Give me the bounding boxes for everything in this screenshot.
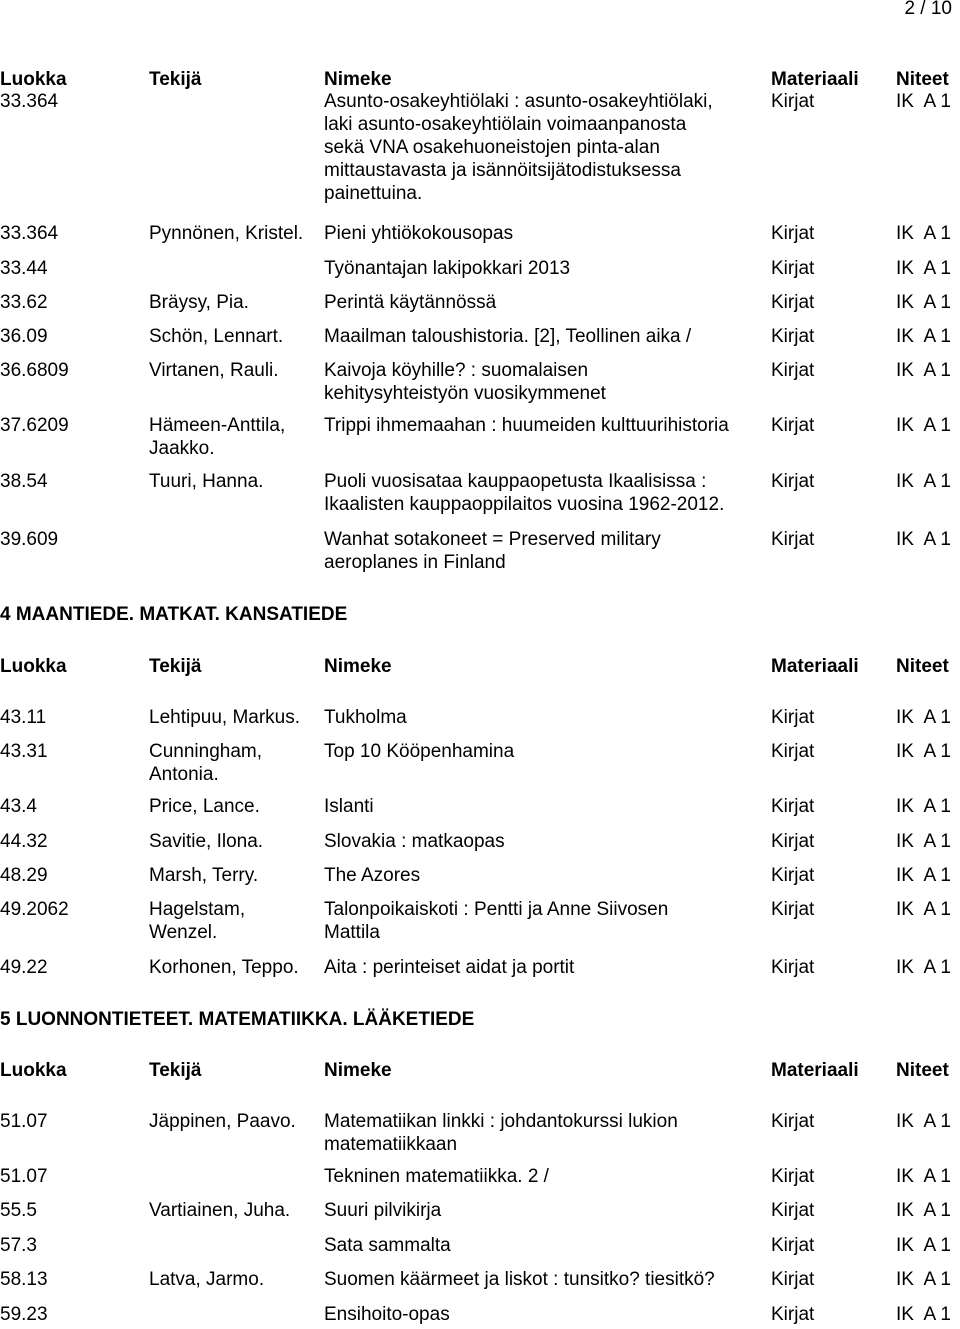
tekija-cell — [149, 864, 258, 887]
nimeke-cell — [324, 414, 729, 437]
materiaali-cell: Kirjat — [771, 1304, 815, 1325]
nimeke-cell — [324, 740, 514, 763]
header-materiaali: Materiaali — [771, 1060, 859, 1081]
nimeke-cell — [324, 956, 574, 979]
nimeke-line: laki asunto-osakeyhtiölain voimaanpanosta — [324, 114, 687, 135]
nimeke-line: Trippi ihmemaahan : huumeiden kulttuurihistoria — [324, 415, 729, 436]
luokka-cell: 33.364 — [0, 91, 59, 112]
nimeke-cell — [324, 1199, 441, 1222]
tekija-line: Bräysy, Pia. — [149, 292, 249, 313]
header-tekija: Tekijä — [149, 656, 202, 677]
tekija-line: Vartiainen, Juha. — [149, 1200, 291, 1221]
nimeke-cell — [324, 795, 374, 818]
tekija-line: Cunningham, — [149, 741, 263, 762]
nimeke-line: aeroplanes in Finland — [324, 552, 506, 573]
niteet-cell: IK A 1 — [896, 796, 951, 817]
luokka-cell: 37.6209 — [0, 415, 69, 436]
luokka-cell: 33.364 — [0, 223, 59, 244]
niteet-cell: IK A 1 — [896, 1200, 951, 1221]
nimeke-line: Slovakia : matkaopas — [324, 831, 505, 852]
niteet-cell: IK A 1 — [896, 1235, 951, 1256]
materiaali-cell: Kirjat — [771, 1200, 815, 1221]
niteet-cell: IK A 1 — [896, 471, 951, 492]
nimeke-line: Top 10 Kööpenhamina — [324, 741, 515, 762]
materiaali-cell: Kirjat — [771, 831, 815, 852]
materiaali-cell: Kirjat — [771, 360, 815, 381]
materiaali-cell: Kirjat — [771, 415, 815, 436]
nimeke-line: Talonpoikaiskoti : Pentti ja Anne Siivosen — [324, 899, 669, 920]
nimeke-line: Suuri pilvikirja — [324, 1200, 442, 1221]
luokka-cell: 55.5 — [0, 1200, 37, 1221]
section-title: 5 LUONNONTIETEET. MATEMATIIKKA. LÄÄKETIEDE — [0, 1009, 475, 1030]
materiaali-cell: Kirjat — [771, 91, 815, 112]
luokka-cell: 33.62 — [0, 292, 48, 313]
materiaali-cell: Kirjat — [771, 796, 815, 817]
niteet-cell: IK A 1 — [896, 899, 951, 920]
nimeke-line: sekä VNA osakehuoneistojen pinta-alan — [324, 137, 660, 158]
tekija-cell — [149, 222, 303, 245]
luokka-cell: 58.13 — [0, 1269, 48, 1290]
nimeke-line: Maailman taloushistoria. [2], Teollinen aika / — [324, 326, 692, 347]
luokka-cell: 43.31 — [0, 741, 48, 762]
nimeke-line: Sata sammalta — [324, 1235, 451, 1256]
tekija-cell — [149, 830, 263, 853]
page-number: 2 / 10 — [904, 0, 952, 19]
niteet-cell: IK A 1 — [896, 1269, 951, 1290]
niteet-cell: IK A 1 — [896, 741, 951, 762]
luokka-cell: 36.6809 — [0, 360, 69, 381]
tekija-cell — [149, 706, 300, 729]
nimeke-line: mittaustavasta ja isännöitsijätodistuksessa — [324, 160, 681, 181]
tekija-line: Virtanen, Rauli. — [149, 360, 279, 381]
materiaali-cell: Kirjat — [771, 957, 815, 978]
nimeke-line: Wanhat sotakoneet = Preserved military — [324, 529, 661, 550]
header-niteet: Niteet — [896, 1060, 949, 1081]
tekija-line: Schön, Lennart. — [149, 326, 284, 347]
tekija-cell — [149, 359, 279, 382]
nimeke-line: painettuina. — [324, 183, 423, 204]
niteet-cell: IK A 1 — [896, 865, 951, 886]
tekija-line: Jäppinen, Paavo. — [149, 1111, 296, 1132]
materiaali-cell: Kirjat — [771, 258, 815, 279]
tekija-line: Latva, Jarmo. — [149, 1269, 265, 1290]
niteet-cell: IK A 1 — [896, 223, 951, 244]
nimeke-line: Ensihoito-opas — [324, 1304, 450, 1325]
luokka-cell: 49.22 — [0, 957, 48, 978]
nimeke-cell — [324, 1165, 549, 1188]
tekija-cell — [149, 740, 262, 786]
luokka-cell: 33.44 — [0, 258, 48, 279]
materiaali-cell: Kirjat — [771, 223, 815, 244]
header-materiaali: Materiaali — [771, 656, 859, 677]
niteet-cell: IK A 1 — [896, 1166, 951, 1187]
nimeke-cell — [324, 1268, 715, 1291]
nimeke-cell — [324, 257, 570, 280]
tekija-cell — [149, 1110, 296, 1133]
nimeke-cell — [324, 864, 420, 887]
niteet-cell: IK A 1 — [896, 91, 951, 112]
nimeke-cell — [324, 325, 691, 348]
materiaali-cell: Kirjat — [771, 1111, 815, 1132]
materiaali-cell: Kirjat — [771, 326, 815, 347]
header-luokka: Luokka — [0, 656, 67, 677]
niteet-cell: IK A 1 — [896, 1304, 951, 1325]
niteet-cell: IK A 1 — [896, 326, 951, 347]
nimeke-cell — [324, 706, 407, 729]
niteet-cell: IK A 1 — [896, 707, 951, 728]
niteet-cell: IK A 1 — [896, 1111, 951, 1132]
header-nimeke: Nimeke — [324, 69, 392, 90]
niteet-cell: IK A 1 — [896, 415, 951, 436]
niteet-cell: IK A 1 — [896, 831, 951, 852]
nimeke-line: Matematiikan linkki : johdantokurssi lukion — [324, 1111, 678, 1132]
luokka-cell: 44.32 — [0, 831, 48, 852]
nimeke-cell — [324, 898, 668, 944]
tekija-cell — [149, 291, 249, 314]
niteet-cell: IK A 1 — [896, 957, 951, 978]
materiaali-cell: Kirjat — [771, 471, 815, 492]
tekija-cell — [149, 1268, 264, 1291]
header-tekija: Tekijä — [149, 69, 202, 90]
tekija-line: Wenzel. — [149, 922, 218, 943]
nimeke-line: Ikaalisten kauppaoppilaitos vuosina 1962-2012. — [324, 494, 725, 515]
nimeke-line: Tukholma — [324, 707, 407, 728]
nimeke-cell — [324, 359, 606, 405]
header-nimeke: Nimeke — [324, 1060, 392, 1081]
nimeke-line: matematiikkaan — [324, 1134, 458, 1155]
header-luokka: Luokka — [0, 1060, 67, 1081]
nimeke-line: Suomen käärmeet ja liskot : tunsitko? tiesitkö? — [324, 1269, 715, 1290]
luokka-cell: 51.07 — [0, 1111, 48, 1132]
tekija-cell — [149, 325, 283, 348]
header-niteet: Niteet — [896, 69, 949, 90]
tekija-cell — [149, 414, 285, 460]
tekija-cell — [149, 956, 299, 979]
nimeke-line: Työnantajan lakipokkari 2013 — [324, 258, 571, 279]
tekija-line: Hagelstam, — [149, 899, 246, 920]
header-nimeke: Nimeke — [324, 656, 392, 677]
materiaali-cell: Kirjat — [771, 292, 815, 313]
materiaali-cell: Kirjat — [771, 1235, 815, 1256]
nimeke-line: kehitysyhteistyön vuosikymmenet — [324, 383, 606, 404]
nimeke-line: Asunto-osakeyhtiölaki : asunto-osakeyhtiölaki, — [324, 91, 713, 112]
luokka-cell: 39.609 — [0, 529, 59, 550]
luokka-cell: 38.54 — [0, 471, 48, 492]
nimeke-line: Puoli vuosisataa kauppaopetusta Ikaalisissa : — [324, 471, 707, 492]
materiaali-cell: Kirjat — [771, 529, 815, 550]
tekija-line: Hämeen-Anttila, — [149, 415, 286, 436]
tekija-cell — [149, 795, 260, 818]
nimeke-line: The Azores — [324, 865, 421, 886]
header-luokka: Luokka — [0, 69, 67, 90]
niteet-cell: IK A 1 — [896, 360, 951, 381]
nimeke-cell — [324, 528, 661, 574]
materiaali-cell: Kirjat — [771, 741, 815, 762]
tekija-line: Korhonen, Teppo. — [149, 957, 299, 978]
tekija-line: Tuuri, Hanna. — [149, 471, 264, 492]
materiaali-cell: Kirjat — [771, 865, 815, 886]
nimeke-line: Tekninen matematiikka. 2 / — [324, 1166, 549, 1187]
tekija-line: Lehtipuu, Markus. — [149, 707, 301, 728]
tekija-cell — [149, 1199, 290, 1222]
nimeke-cell — [324, 90, 713, 205]
luokka-cell: 48.29 — [0, 865, 48, 886]
materiaali-cell: Kirjat — [771, 707, 815, 728]
tekija-line: Savitie, Ilona. — [149, 831, 264, 852]
nimeke-cell — [324, 1303, 450, 1326]
tekija-line: Price, Lance. — [149, 796, 260, 817]
luokka-cell: 49.2062 — [0, 899, 69, 920]
materiaali-cell: Kirjat — [771, 899, 815, 920]
tekija-cell — [149, 470, 263, 493]
tekija-line: Pynnönen, Kristel. — [149, 223, 304, 244]
luokka-cell: 43.4 — [0, 796, 37, 817]
nimeke-cell — [324, 291, 496, 314]
niteet-cell: IK A 1 — [896, 258, 951, 279]
header-materiaali: Materiaali — [771, 69, 859, 90]
nimeke-cell — [324, 470, 724, 516]
nimeke-cell — [324, 222, 513, 245]
header-tekija: Tekijä — [149, 1060, 202, 1081]
luokka-cell: 57.3 — [0, 1235, 37, 1256]
nimeke-line: Pieni yhtiökokousopas — [324, 223, 514, 244]
header-niteet: Niteet — [896, 656, 949, 677]
nimeke-cell — [324, 830, 505, 853]
luokka-cell: 36.09 — [0, 326, 48, 347]
luokka-cell: 43.11 — [0, 707, 47, 728]
nimeke-cell — [324, 1234, 451, 1257]
nimeke-line: Aita : perinteiset aidat ja portit — [324, 957, 575, 978]
section-title: 4 MAANTIEDE. MATKAT. KANSATIEDE — [0, 604, 348, 625]
luokka-cell: 51.07 — [0, 1166, 48, 1187]
nimeke-line: Kaivoja köyhille? : suomalaisen — [324, 360, 589, 381]
nimeke-line: Islanti — [324, 796, 374, 817]
tekija-line: Jaakko. — [149, 438, 215, 459]
tekija-line: Antonia. — [149, 764, 219, 785]
nimeke-cell — [324, 1110, 678, 1156]
luokka-cell: 59.23 — [0, 1304, 48, 1325]
tekija-line: Marsh, Terry. — [149, 865, 259, 886]
niteet-cell: IK A 1 — [896, 292, 951, 313]
tekija-cell — [149, 898, 245, 944]
nimeke-line: Mattila — [324, 922, 380, 943]
materiaali-cell: Kirjat — [771, 1166, 815, 1187]
niteet-cell: IK A 1 — [896, 529, 951, 550]
nimeke-line: Perintä käytännössä — [324, 292, 497, 313]
materiaali-cell: Kirjat — [771, 1269, 815, 1290]
